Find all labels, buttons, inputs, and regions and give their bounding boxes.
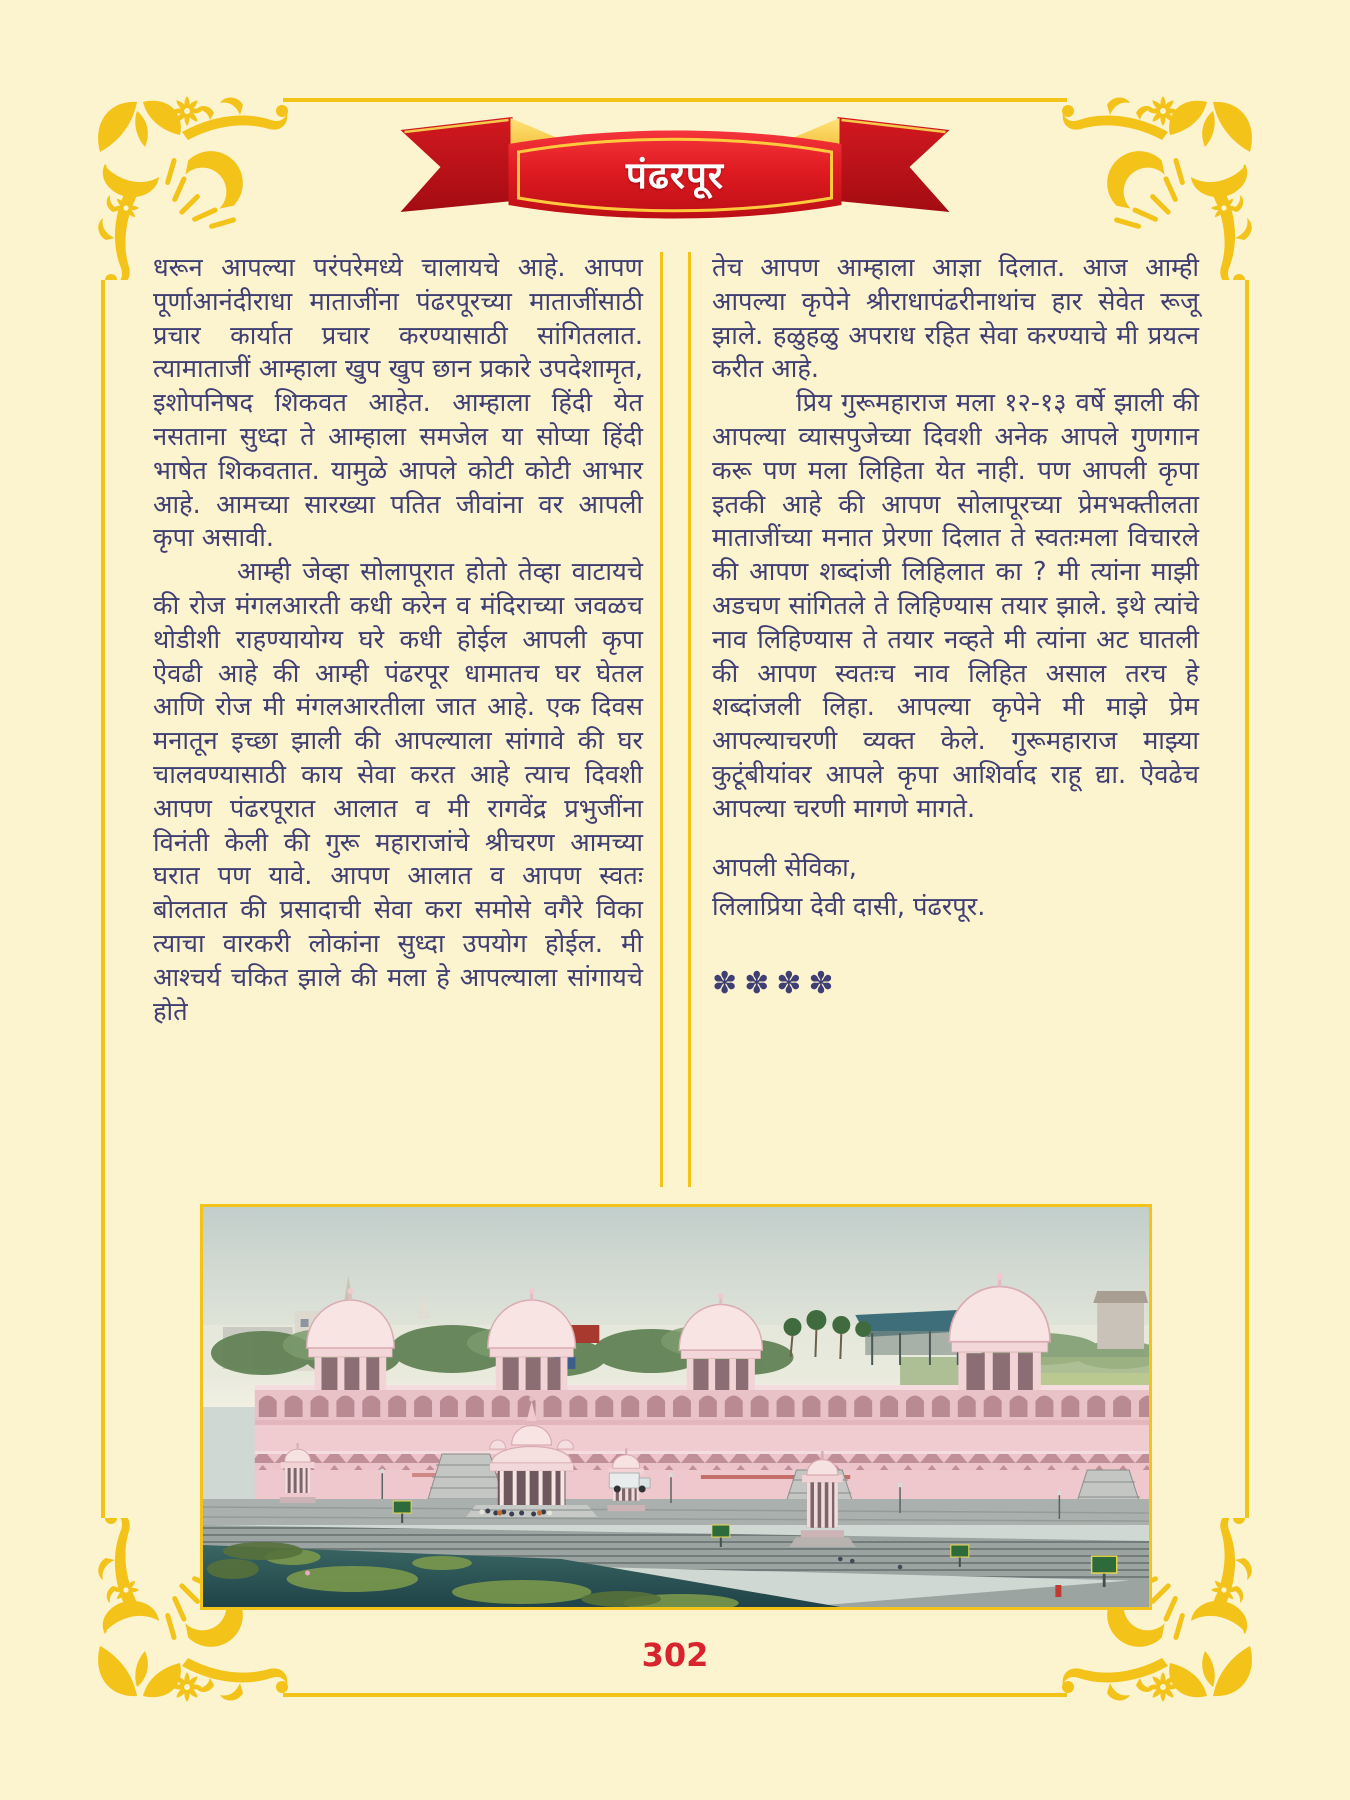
paragraph: प्रिय गुरूमहाराज मला १२-१३ वर्षे झाली की आपल्या व्यासपुजेच्या दिवशी अनेक आपले गुणगान करू पण मला लिहिता येत नाही. पण आपली कृपा इतकी आहे की आपण सोलापूरच्या प्रेमभक्तीलता माताजींच्या मनात प्रेरणा दिलात ते स्वतःमला विचारले की आपण शब्दांजी लिहिलात का ? मी त्यांना माझी अडचण सांगितले ते लिहिण्यास तयार झाले. इथे त्यांचे नाव लिहिण्यास ते तयार नव्हते मी त्यांना अट घातली की आपण स्वतःच नाव लिहित असाल तरच हे शब्दांजली लिहा. आपल्या कृपेने मी माझे प्रेम आपल्याचरणी व्यक्त केले. गुरूमहाराज माझ्या कुटूंबीयांवर आपले कृपा आशिर्वाद राहू द्या. ऐवढेच आपल्या चरणी मागणे मागते.	[712, 388, 1199, 824]
column-divider-line-right	[688, 252, 691, 1187]
section-end-marker: ✽✽✽✽	[712, 965, 841, 1001]
text-column-left	[153, 252, 643, 1029]
temple-ghat-photo	[200, 1204, 1152, 1610]
page-title: पंढरपूर	[625, 154, 725, 197]
paragraph: आम्ही जेव्हा सोलापूरात होतो तेव्हा वाटायचे की रोज मंगलआरती कधी करेन व मंदिराच्या जवळच थोडीशी राहण्यायोग्य घरे कधी होईल आपली कृपा ऐवढी आहे की आम्ही पंढरपूर धामातच घर घेतल आणि रोज मी मंगलआरतीला जात आहे. एक दिवस मनातून इच्छा झाली की आपल्याला सांगावे की घर चालवण्यासाठी काय सेवा करत आहे त्याच दिवशी आपण पंढरपूरात आलात व मी रागवेंद्र प्रभुजींना विनंती केली की गुरू महाराजांचे श्रीचरण आमच्या घरात पण यावे. आपण आलात व आपण स्वतः बोलतात की प्रसादाची सेवा करा समोसे वगैरे विका त्याचा वारकरी लोकांना सुध्दा उपयोग होईल. मी आश्चर्य चकित झाले की मला हे आपल्याला सांगायचे होते	[153, 557, 643, 1027]
page-number: 302	[641, 1636, 709, 1674]
text-column-right	[712, 252, 1199, 1000]
frame-line-right	[1245, 280, 1249, 1518]
signature-block	[712, 849, 1199, 927]
signature-line: लिलाप्रिया देवी दासी, पंढरपूर.	[712, 891, 986, 922]
column-divider-line-left	[660, 252, 663, 1187]
paragraph: धरून आपल्या परंपरेमध्ये चालायचे आहे. आपण पूर्णाआनंदीराधा माताजींना पंढरपूरच्या माताजींसाठी प्रचार कार्यात प्रचार करण्यासाठी सांगितलात. त्यामाताजीं आम्हाला खुप खुप छान प्रकारे उपदेशामृत, इशोपनिषद शिकवत आहेत. आम्हाला हिंदी येत नसताना सुध्दा ते आम्हाला समजेल या सोप्या हिंदी भाषेत शिकवतात. यामुळे आपले कोटी कोटी आभार आहे. आमच्या सारख्या पतित जीवांना वर आपली कृपा असावी.	[153, 253, 643, 554]
frame-line-left	[101, 280, 105, 1518]
paragraph: तेच आपण आम्हाला आज्ञा दिलात. आज आम्ही आपल्या कृपेने श्रीराधापंढरीनाथांच हार सेवेत रूजू झाले. हळुहळु अपराध रहित सेवा करण्याचे मी प्रयत्न करीत आहे.	[712, 253, 1199, 385]
temple-ghat-illustration	[203, 1207, 1149, 1607]
title-ribbon-banner	[393, 104, 958, 226]
signature-line: आपली सेविका,	[712, 852, 857, 883]
frame-line-bottom	[283, 1693, 1067, 1697]
frame-line-top	[283, 98, 1067, 102]
